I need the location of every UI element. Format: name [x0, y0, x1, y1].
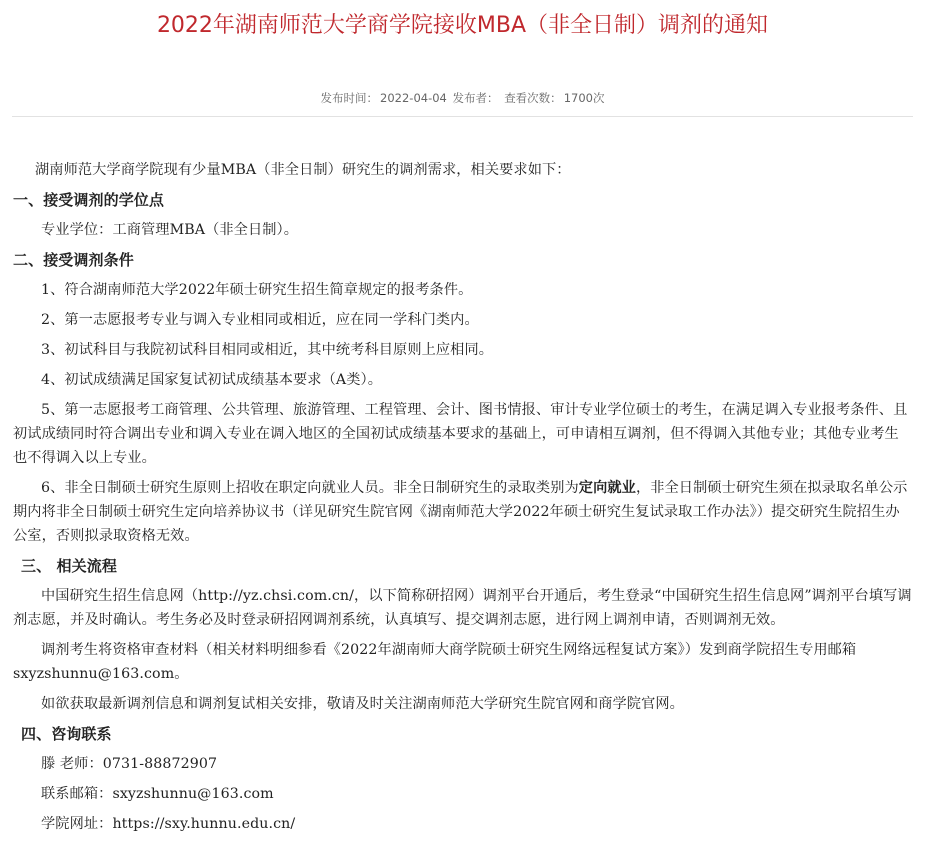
condition-item-3: 3、初试科目与我院初试科目相同或相近，其中统考科目原则上应相同。: [41, 342, 494, 358]
section-1-heading: 一、接受调剂的学位点: [13, 191, 165, 209]
contact-teacher: 滕 老师：0731-88872907: [41, 756, 218, 772]
condition-item-6-pre: 6、非全日制硕士研究生原则上招收在职定向就业人员。非全日制研究生的录取类别为: [41, 480, 579, 496]
degree-paragraph: 专业学位：工商管理MBA（非全日制）。: [41, 222, 298, 238]
condition-item-6: [13, 476, 913, 548]
process-paragraph-1: 中国研究生招生信息网（http://yz.chsi.com.cn/，以下简称研招网）调剂平台开通后，考生登录“中国研究生招生信息网”调剂平台填写调剂志愿，并及时确认。考生务必及时登录研招网调剂系统，认真填写、提交调剂志愿，进行网上调剂申请，否则调剂无效。: [13, 588, 912, 628]
article-title: 2022年湖南师范大学商学院接收MBA（非全日制）调剂的通知: [156, 13, 769, 38]
publisher-label: 发布者：: [452, 91, 499, 105]
views-label: 查看次数：: [504, 91, 562, 105]
publish-date: 2022-04-04: [380, 91, 447, 105]
condition-item-2: 2、第一志愿报考专业与调入专业相同或相近，应在同一学科门类内。: [41, 312, 479, 328]
contact-website: 学院网址：https://sxy.hunnu.edu.cn/: [41, 816, 296, 832]
views-count: 1700次: [563, 91, 605, 105]
condition-item-1: 1、符合湖南师范大学2022年硕士研究生招生简章规定的报考条件。: [41, 282, 473, 298]
header-divider: [12, 116, 913, 117]
condition-item-6-post: ，非全日制硕士研究生须在拟录取名单公示期内将非全日制硕士研究生定向培养协议书（详见研究生院官网《湖南师范大学2022年硕士研究生复试录取工作办法》）提交研究生院招生办公室，否则拟录取资格无效。: [13, 480, 908, 544]
article-meta: [0, 89, 925, 107]
section-3-heading: 三、 相关流程: [21, 557, 117, 575]
process-paragraph-3: 如欲获取最新调剂信息和调剂复试相关安排，敬请及时关注湖南师范大学研究生院官网和商学院官网。: [41, 696, 684, 712]
publish-time-label: 发布时间：: [320, 91, 379, 105]
process-paragraph-2: 调剂考生将资格审查材料（相关材料明细参看《2022年湖南师大商学院硕士研究生网络远程复试方案》）发到商学院招生专用邮箱sxyzshunnu@163.com。: [13, 642, 857, 682]
directed-employment-text: 定向就业: [578, 480, 636, 496]
intro-paragraph: 湖南师范大学商学院现有少量MBA（非全日制）研究生的调剂需求，相关要求如下：: [35, 162, 571, 178]
article-body: [13, 158, 913, 842]
contact-email: 联系邮箱：sxyzshunnu@163.com: [41, 786, 274, 802]
condition-item-4: 4、初试成绩满足国家复试初试成绩基本要求（A类）。: [41, 372, 382, 388]
condition-item-5: 5、第一志愿报考工商管理、公共管理、旅游管理、工程管理、会计、图书情报、审计专业学位硕士的考生，在满足调入专业报考条件、且初试成绩同时符合调出专业和调入专业在调入地区的全国初试成绩基本要求的基础上，可申请相互调剂，但不得调入其他专业；其他专业考生也不得调入以上专业。: [13, 402, 908, 466]
section-2-heading: 二、接受调剂条件: [13, 251, 134, 269]
section-4-heading: 四、咨询联系: [21, 725, 112, 743]
